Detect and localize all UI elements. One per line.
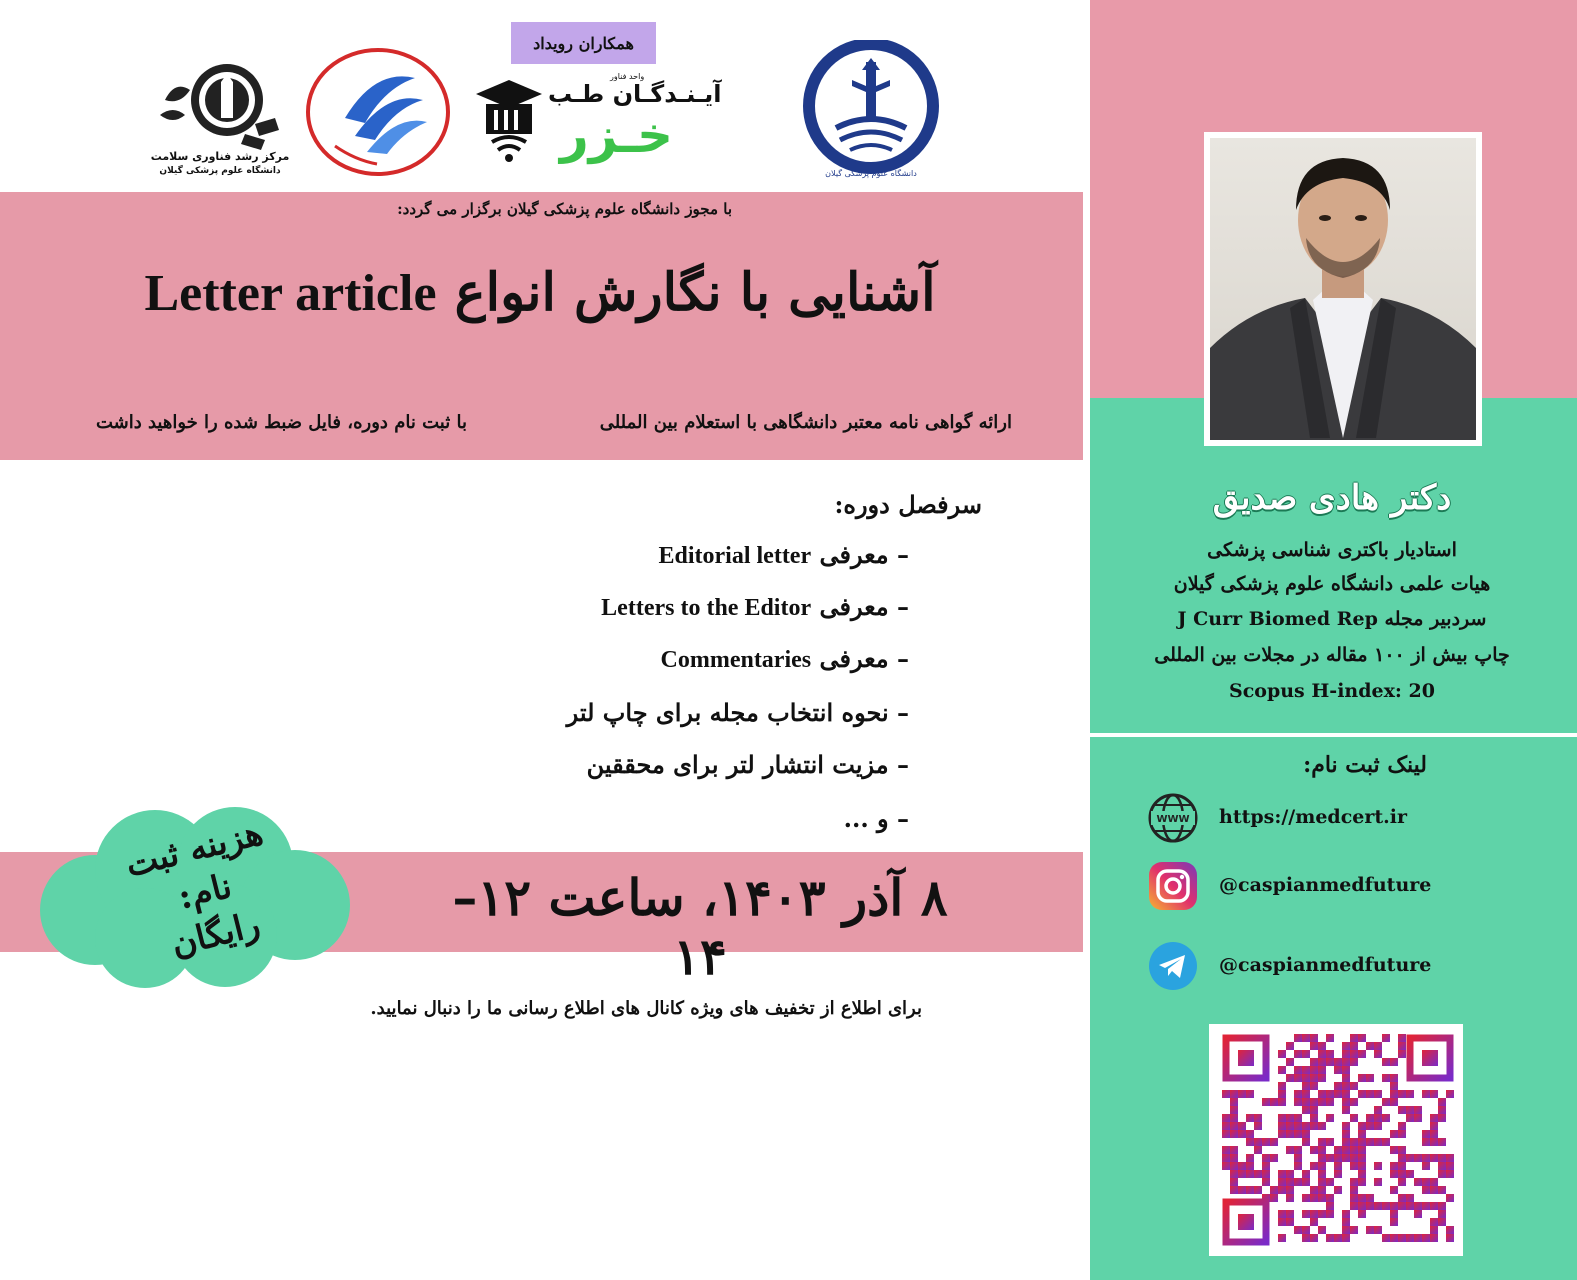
incubator-logo-caption: مرکز رشد فناوری سلامت دانشگاه علوم پزشکی گیلان (150, 150, 290, 176)
registration-heading: لینک ثبت نام: (1303, 752, 1427, 778)
graduation-cap-icon (474, 76, 544, 168)
main-title (40, 262, 1040, 323)
qr-code[interactable] (1222, 1034, 1454, 1246)
registration-fee: هزینه ثبت نام: رایگان (121, 813, 267, 965)
telegram-icon (1147, 940, 1199, 992)
discount-note: برای اطلاع از تخفیف های ویژه کانال های اطلاع رسانی ما را دنبال نمایید. (370, 998, 922, 1019)
right-column-divider (1090, 733, 1577, 737)
website-url[interactable]: https://medcert.ir (1219, 806, 1408, 828)
website-link[interactable] (1147, 792, 1547, 848)
instagram-link[interactable] (1147, 860, 1547, 916)
syllabus-heading: سرفصل دوره: (834, 490, 982, 519)
recording-note: با ثبت نام دوره، فایل ضبط شده را خواهید داشت (95, 412, 467, 433)
main-title-fa: آشنایی با نگارش انواع (454, 262, 936, 323)
telegram-link[interactable] (1147, 940, 1547, 996)
incubator-logo (155, 60, 285, 152)
speaker-h-index: Scopus H-index: 20 (1228, 680, 1435, 702)
certificate-note: ارائه گواهی نامه معتبر دانشگاهی با استعلام بین المللی (599, 412, 1012, 433)
syllabus-item: – معرفی Letters to the Editor (601, 592, 909, 621)
khazar-logo-wordmark: خـزر (560, 106, 674, 164)
syllabus-item: – معرفی Commentaries (660, 644, 909, 673)
svg-text:دانشگاه علوم پزشکی گیلان: دانشگاه علوم پزشکی گیلان (825, 169, 917, 178)
speaker-name: دکتر هادی صدیق (1212, 478, 1452, 518)
event-date-time: ۸ آذر ۱۴۰۳، ساعت ۱۲– ۱۴ (452, 868, 948, 986)
syllabus-item: – و ... (843, 804, 909, 833)
syllabus-item: – معرفی Editorial letter (658, 540, 909, 569)
syllabus-item: – مزیت انتشار لتر برای محققین (586, 750, 909, 779)
main-title-en: Letter article (144, 265, 437, 322)
partners-badge: همکاران رویداد (511, 22, 656, 64)
speaker-publications: چاپ بیش از ۱۰۰ مقاله در مجلات بین المللی (1154, 644, 1510, 666)
khazar-logo-small-text: واحد فناور (610, 72, 645, 81)
syllabus-item: – نحوه انتخاب مجله برای چاپ لتر (566, 698, 909, 727)
instagram-icon (1147, 860, 1199, 912)
university-logo (800, 40, 942, 180)
svg-text:WWW: WWW (1156, 814, 1190, 825)
student-research-logo (305, 48, 451, 176)
speaker-title: استادیار باکتری شناسی پزشکی (1207, 539, 1457, 561)
khazar-logo-title: آیـنـدگـان طـب (548, 80, 722, 108)
instagram-handle[interactable]: @caspianmedfuture (1219, 874, 1432, 896)
speaker-photo (1210, 138, 1476, 440)
globe-icon (1147, 792, 1199, 844)
speaker-affiliation: هیات علمی دانشگاه علوم پزشکی گیلان (1173, 573, 1491, 595)
telegram-handle[interactable]: @caspianmedfuture (1219, 954, 1432, 976)
license-line: با مجوز دانشگاه علوم پزشکی گیلان برگزار می گردد: (397, 200, 732, 218)
speaker-editor-role: سردبیر مجله J Curr Biomed Rep (1177, 608, 1487, 630)
